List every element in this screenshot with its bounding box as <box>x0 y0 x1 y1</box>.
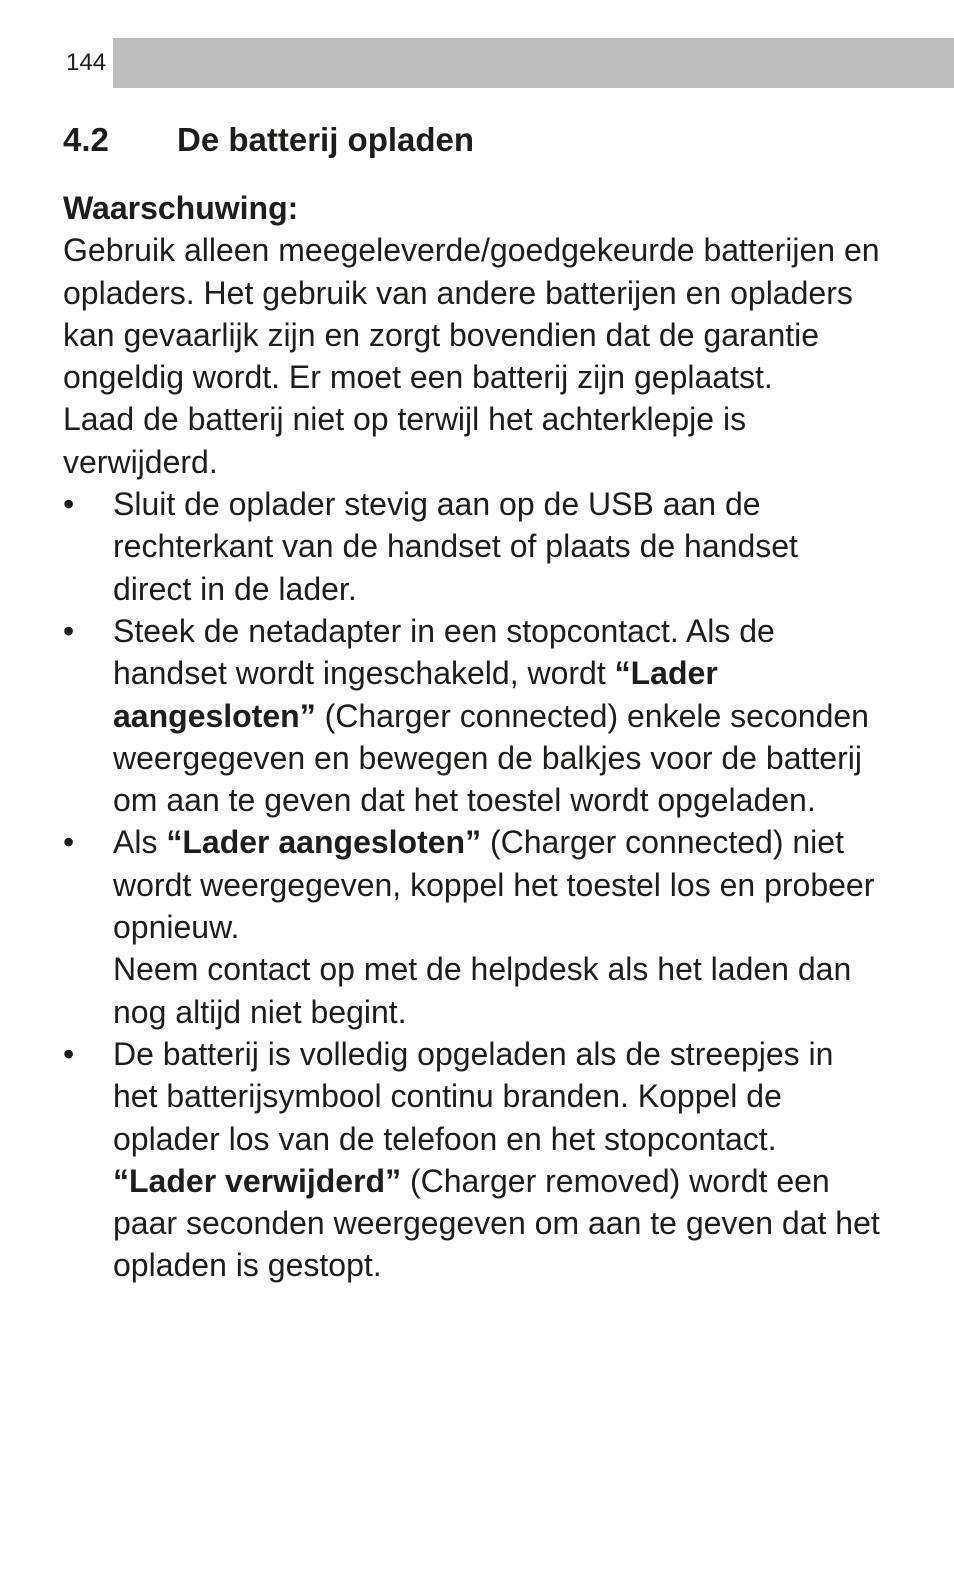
warning-label: Waarschuwing: <box>63 190 299 226</box>
instruction-list <box>63 483 883 1287</box>
section-heading <box>63 118 474 162</box>
page-header-bar <box>63 38 954 88</box>
bullet-icon: • <box>63 612 75 649</box>
page-content <box>63 187 883 1287</box>
section-number: 4.2 <box>63 121 109 158</box>
page-number: 144 <box>63 38 113 88</box>
list-item-text: De batterij is volledig opgeladen als de streepjes in het batterijsymbool continu branden. Koppel de oplader los van de telefoon en het stopcontact. <box>113 1035 834 1157</box>
list-item <box>63 1033 883 1287</box>
list-item-text: Als <box>113 824 167 861</box>
list-item-text: (Charger connected) enkele seconden weergegeven en bewegen de balkjes voor de batterij om aan te geven dat het toestel wordt opgeladen. <box>113 697 869 819</box>
list-item <box>63 610 883 821</box>
list-item-extra-text: Neem contact op met de helpdesk als het laden dan nog altijd niet begint. <box>113 951 852 1030</box>
list-item <box>63 821 883 1032</box>
bullet-icon: • <box>63 824 75 861</box>
status-message-charger-connected: “Lader aangesloten” <box>113 655 718 734</box>
warning-text: Gebruik alleen meegeleverde/goedgekeurde batterijen en opladers. Het gebruik van andere batterijen en opladers kan gevaarlijk zijn en zorgt bovendien dat de garantie ongeldig wordt. Er moet een batterij zijn geplaatst. <box>63 232 880 396</box>
list-item-text: (Charger removed) wordt een paar seconden weergegeven om aan te geven dat het opladen is gestopt. <box>113 1162 880 1284</box>
list-item-text: (Charger connected) niet wordt weergegeven, koppel het toestel los en probeer opnieuw. <box>113 824 875 946</box>
warning-note: Laad de batterij niet op terwijl het achterklepje is verwijderd. <box>63 401 747 480</box>
status-message-charger-removed: “Lader verwijderd” <box>113 1162 402 1199</box>
section-title: De batterij opladen <box>177 121 475 158</box>
list-item-text: Steek de netadapter in een stopcontact. Als de handset wordt ingeschakeld, wordt <box>113 612 775 692</box>
list-item <box>63 483 883 610</box>
bullet-icon: • <box>63 486 75 523</box>
status-message-charger-connected: “Lader aangesloten” <box>166 824 482 861</box>
list-item-text: Sluit de oplader stevig aan op de USB aan de rechterkant van de handset of plaats de handset direct in de lader. <box>113 486 798 607</box>
bullet-icon: • <box>63 1035 75 1072</box>
